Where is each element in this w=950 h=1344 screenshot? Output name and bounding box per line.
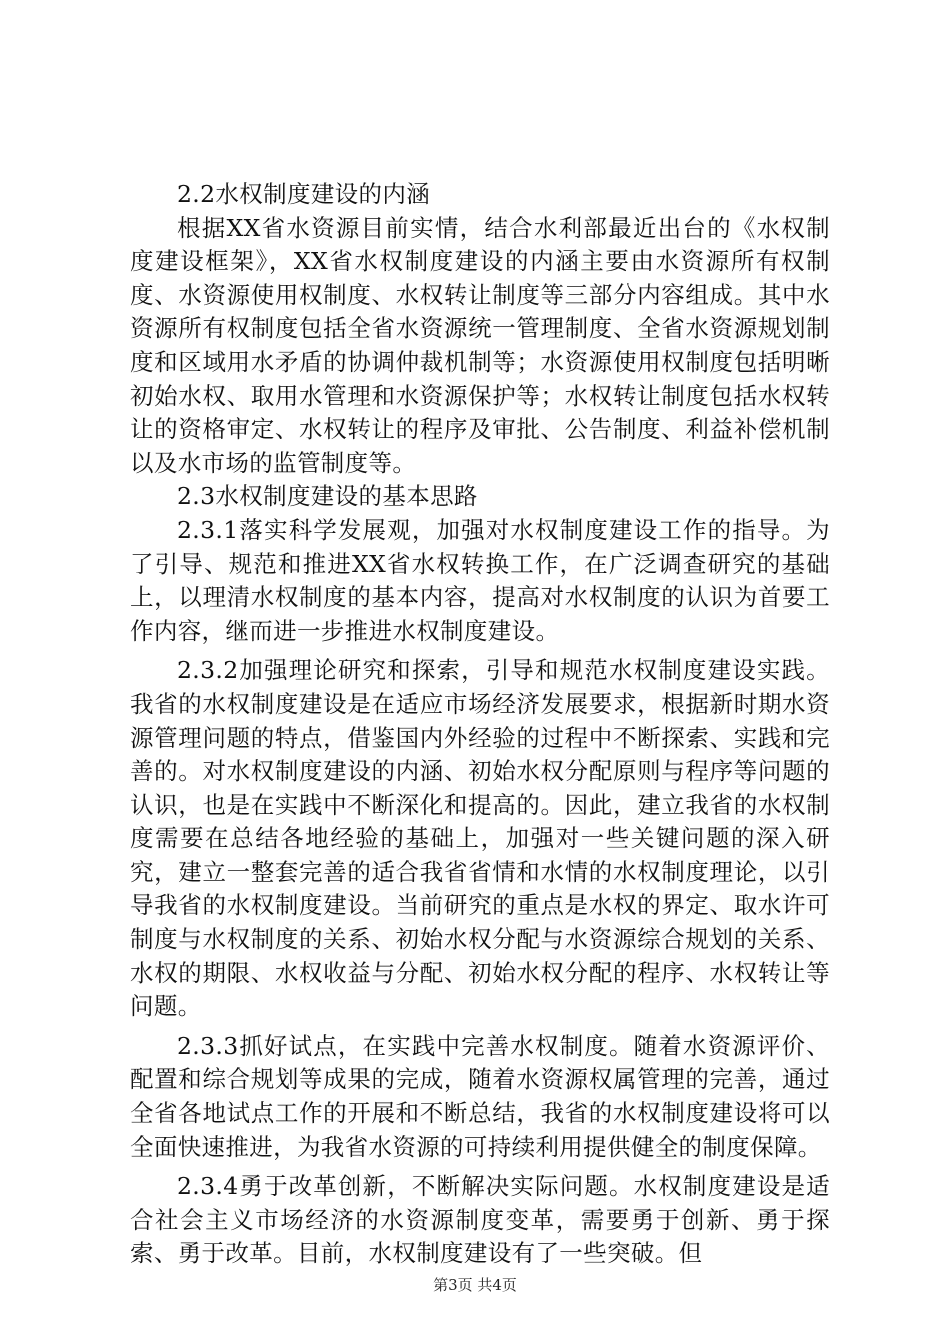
- page-number-footer: 第3页 共4页: [433, 1276, 517, 1294]
- paragraph-water-rights-connotation: 根据XX省水资源目前实情，结合水利部最近出台的《水权制度建设框架》，XX省水权制度建设的内涵主要由水资源所有权制度、水资源使用权制度、水权转让制度等三部分内容组成。其中水资源所有权制度包括全省水资源统一管理制度、全省水资源规划制度和区域用水矛盾的协调仲裁机制等；水资源使用权制度包括明晰初始水权、取用水管理和水资源保护等；水权转让制度包括水权转让的资格审定、水权转让的程序及审批、公告制度、利益补偿机制以及水市场的监管制度等。: [130, 213, 830, 477]
- paragraph-2-3-4: 2.3.4勇于改革创新，不断解决实际问题。水权制度建设是适合社会主义市场经济的水资源制度变革，需要勇于创新、勇于探索、勇于改革。目前，水权制度建设有了一些突破。但: [130, 1172, 830, 1268]
- section-heading-2-2: 2.2水权制度建设的内涵: [177, 180, 431, 208]
- paragraph-2-3-2: 2.3.2加强理论研究和探索，引导和规范水权制度建设实践。我省的水权制度建设是在适应市场经济发展要求，根据新时期水资源管理问题的特点，借鉴国内外经验的过程中不断探索、实践和完善的。对水权制度建设的内涵、初始水权分配原则与程序等问题的认识，也是在实践中不断深化和提高的。因此，建立我省的水权制度需要在总结各地经验的基础上，加强对一些关键问题的深入研究，建立一整套完善的适合我省省情和水情的水权制度理论，以引导我省的水权制度建设。当前研究的重点是水权的界定、取水许可制度与水权制度的关系、初始水权分配与水资源综合规划的关系、水权的期限、水权收益与分配、初始水权分配的程序、水权转让等问题。: [130, 656, 830, 1021]
- document-body: [130, 178, 830, 1271]
- paragraph-2-3-3: 2.3.3抓好试点，在实践中完善水权制度。随着水资源评价、配置和综合规划等成果的完成，随着水资源权属管理的完善，通过全省各地试点工作的开展和不断总结，我省的水权制度建设将可以全面快速推进，为我省水资源的可持续利用提供健全的制度保障。: [130, 1031, 830, 1161]
- paragraph-2-3-1: 2.3.1落实科学发展观，加强对水权制度建设工作的指导。为了引导、规范和推进XX省水权转换工作，在广泛调查研究的基础上，以理清水权制度的基本内容，提高对水权制度的认识为首要工作内容，继而进一步推进水权制度建设。: [130, 515, 830, 645]
- section-heading-2-3: 2.3水权制度建设的基本思路: [177, 482, 478, 511]
